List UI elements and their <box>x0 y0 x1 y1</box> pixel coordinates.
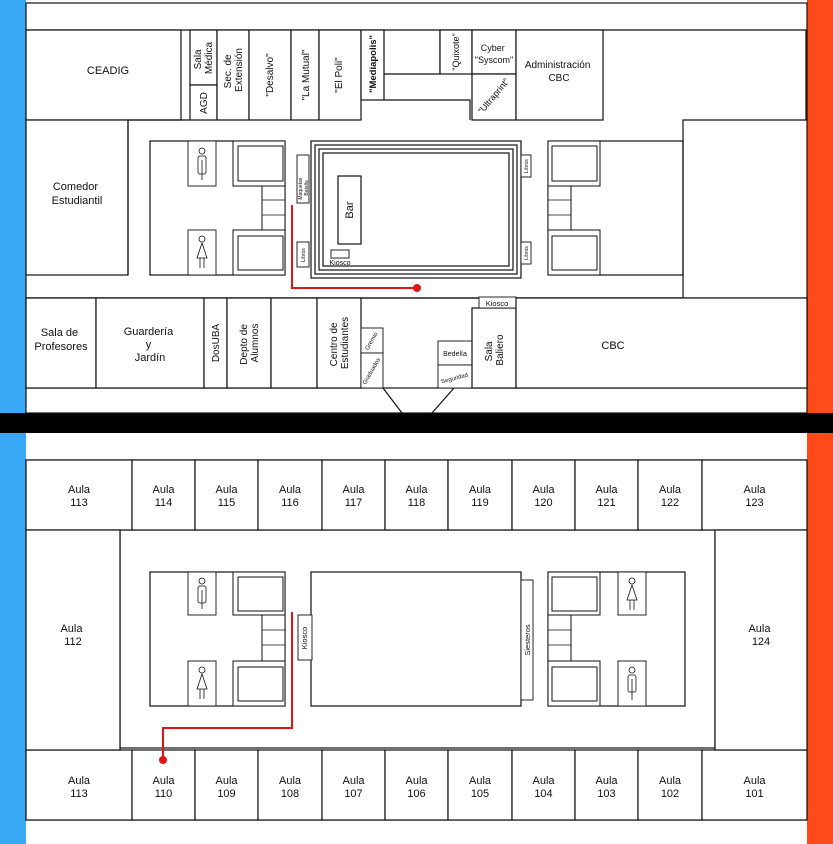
classroom-label: Aula 105 <box>468 775 492 800</box>
classroom-label: Aula 114 <box>152 484 175 509</box>
kiosco-center[interactable] <box>331 250 349 258</box>
libros-label: Libros <box>301 248 307 262</box>
room-dosuba-label: DosUBA <box>211 323 222 363</box>
room-ceadig-label: CEADIG <box>86 65 130 77</box>
classroom-label: Aula 119 <box>468 484 492 509</box>
escalator-icon[interactable] <box>233 141 285 275</box>
room-quixote-label: "Quixote" <box>451 33 461 71</box>
restroom-female-icon[interactable] <box>188 230 216 275</box>
room-agd-label: AGD <box>199 92 210 114</box>
top-row-classrooms <box>26 460 807 530</box>
classroom-label: Aula 122 <box>658 484 682 509</box>
classroom-label: Aula 113 <box>67 484 91 509</box>
room-cbc[interactable] <box>516 298 807 388</box>
classroom-label: Aula 113 <box>67 775 91 800</box>
classroom-label: Aula 121 <box>595 484 618 509</box>
classroom-label: Aula 110 <box>152 775 175 800</box>
room-bedelia-label: Bedelía <box>443 351 467 358</box>
room-cbc-label: CBC <box>601 340 625 352</box>
room-graduados-label: Graduados <box>362 357 383 386</box>
escalator-icon[interactable] <box>233 572 285 706</box>
room-el-poli-label: "El Poli" <box>334 57 345 93</box>
bar-label: Bar <box>344 201 356 219</box>
classroom-label: Aula 109 <box>215 775 238 800</box>
classroom-label: Aula 106 <box>405 775 428 800</box>
classroom-label: Aula 101 <box>743 775 766 800</box>
room-la-mutual-label: "La Mutual" <box>301 49 312 101</box>
room-sala-baliero-label: Sala Baliero <box>484 334 506 366</box>
kiosco-center-label: Kiosco <box>329 260 351 267</box>
restroom-male-icon[interactable] <box>618 661 646 706</box>
maquetas-label: Maquetas Batalla <box>298 177 310 200</box>
classroom-label: Aula 123 <box>743 484 766 509</box>
room-mediapolis-label: "Mediapolis" <box>368 34 379 94</box>
kiosco-upper-label: Kiosco <box>300 626 309 650</box>
siesteros-label: Siesteros <box>523 624 532 656</box>
classroom-label: Aula 116 <box>278 484 302 509</box>
room-ultraprint-label: "Ultraprint" <box>476 76 512 116</box>
restroom-male-icon[interactable] <box>188 141 216 186</box>
classroom-label: Aula 118 <box>405 484 428 509</box>
classroom-label: Aula 120 <box>532 484 555 509</box>
room-administracion-label: Administración CBC <box>524 60 591 84</box>
room-guarderia-label: Guardería y Jardín <box>123 326 174 364</box>
entrance <box>383 388 402 413</box>
classroom-label: Aula 117 <box>342 484 365 509</box>
room-centro-estudiantes-label: Centro de Estudiantes <box>329 316 351 370</box>
room-sec-extension-label: Sec. de Extensión <box>223 48 245 92</box>
libros-label: Libros <box>524 159 530 173</box>
you-are-here-icon <box>413 284 421 292</box>
bottom-row-classrooms <box>26 750 807 820</box>
classroom-label: Aula 115 <box>215 484 238 509</box>
restroom-male-icon[interactable] <box>188 572 216 615</box>
escalator-icon[interactable] <box>548 572 600 706</box>
classroom-label: Aula 107 <box>342 775 365 800</box>
classroom-label: Aula 103 <box>595 775 618 800</box>
libros-label: Libros <box>524 246 530 260</box>
room-seguridad-label: Seguridad <box>440 372 469 386</box>
floor-separator-bar <box>0 413 833 433</box>
room-sala-profesores-label: Sala de Profesores <box>34 327 88 353</box>
room-sala-medica-label: Sala Médica <box>193 41 215 75</box>
classroom-label: Aula 108 <box>278 775 302 800</box>
restroom-female-icon[interactable] <box>618 572 646 615</box>
classroom-label: Aula 102 <box>658 775 682 800</box>
room-blank <box>271 298 317 388</box>
central-atrium <box>311 572 521 706</box>
room-aula-112-label: Aula 112 <box>60 623 83 648</box>
restroom-female-icon[interactable] <box>188 661 216 706</box>
classroom-label: Aula 104 <box>532 775 555 800</box>
ground-floor-plan <box>26 3 807 413</box>
you-are-here-icon <box>159 756 167 764</box>
room-depto-alumnos-label: Depto de Alumnos <box>239 323 261 365</box>
room-comedor-label: Comedor Estudiantil <box>51 181 103 207</box>
room-aula-124-label: Aula 124 <box>748 623 771 648</box>
escalator-icon[interactable] <box>548 141 600 275</box>
room-cyber-label: Cyber "Syscom" <box>474 43 514 65</box>
room-desalvo-label: "Desalvo" <box>265 53 276 97</box>
room-gremio-label: Gremio <box>364 331 380 352</box>
upper-floor-plan <box>26 460 807 820</box>
kiosco-top-label: Kiosco <box>485 299 509 308</box>
